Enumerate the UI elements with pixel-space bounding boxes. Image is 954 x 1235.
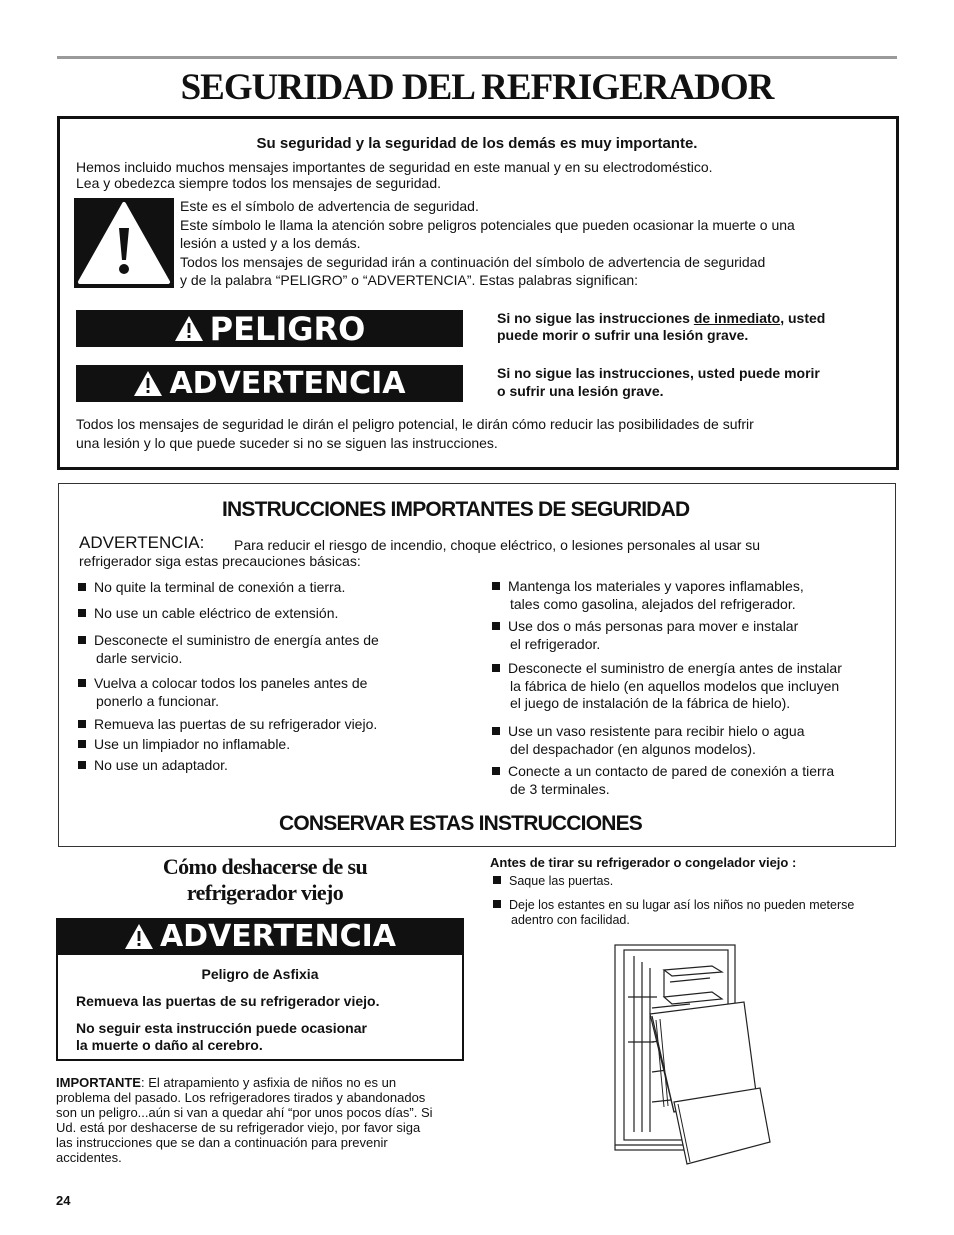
bullet-icon	[492, 767, 500, 775]
safety-intro-1: Hemos incluido muchos mensajes importantes de seguridad en este manual y en su electrodoméstico.	[76, 159, 713, 175]
advertencia-banner	[76, 365, 463, 402]
refrigerator-doors-removed-illustration	[612, 942, 782, 1172]
instructions-warning-text-1: Para reducir el riesgo de incendio, choque eléctrico, o lesiones personales al usar su	[234, 537, 761, 553]
symbol-text-3: lesión a usted y a los demás.	[180, 235, 361, 251]
peligro-text: Si no sigue las instrucciones de inmediato, usted	[497, 310, 826, 326]
bullet-icon	[492, 582, 500, 590]
list-item: Desconecte el suministro de energía antes de instalar la fábrica de hielo (en aquellos modelos que incluyen el juego de instalación de la fábrica de hielo).	[492, 660, 842, 713]
list-item: Desconecte el suministro de energía antes de darle servicio.	[78, 631, 379, 667]
advertencia-label: ADVERTENCIA	[169, 366, 406, 401]
list-item: Use un limpiador no inflamable.	[78, 735, 290, 753]
peligro-label: PELIGRO	[209, 309, 366, 348]
disposal-warning-banner	[56, 918, 464, 955]
disposal-heading: Cómo deshacerse de su refrigerador viejo	[162, 854, 368, 905]
symbol-text-4: Todos los mensajes de seguridad irán a continuación del símbolo de advertencia de seguridad	[180, 254, 766, 270]
list-item: Vuelva a colocar todos los paneles antes de ponerlo a funcionar.	[78, 674, 367, 710]
list-item: No use un cable eléctrico de extensión.	[78, 604, 338, 622]
bullet-icon	[78, 583, 86, 591]
warning-triangle-icon	[124, 923, 154, 950]
instructions-heading: INSTRUCCIONES IMPORTANTES DE SEGURIDAD	[222, 498, 690, 521]
important-paragraph: IMPORTANTE: El atrapamiento y asfixia de niños no es un problema del pasado. Los refrigeradores tirados y abandonados son un peligro...aún si van a quedar ahí “por unos pocos días”. Si Ud. está por deshacerse de su refrigerador viejo, por favor siga las instrucciones que se dan a continuación para prevenir accidentes.	[56, 1075, 433, 1165]
before-disposal-heading: Antes de tirar su refrigerador o congelador viejo :	[490, 855, 797, 870]
safety-footer-2: una lesión y lo que puede suceder si no se siguen las instrucciones.	[76, 435, 498, 451]
page-number: 24	[56, 1193, 71, 1208]
instructions-footer: CONSERVAR ESTAS INSTRUCCIONES	[279, 812, 643, 835]
instructions-warning-text-2: refrigerador siga estas precauciones básicas:	[79, 553, 361, 569]
safety-footer-1: Todos los mensajes de seguridad le dirán el peligro potencial, le dirán cómo reducir las posibilidades de sufrir	[76, 416, 754, 432]
list-item: Use dos o más personas para mover e instalar el refrigerador.	[492, 618, 798, 653]
warning-triangle-icon	[174, 315, 204, 342]
consequence-text-2: la muerte o daño al cerebro.	[76, 1037, 263, 1053]
peligro-text-2: puede morir o sufrir una lesión grave.	[497, 327, 749, 343]
list-item: Saque las puertas.	[493, 874, 613, 889]
asphyxia-hazard: Peligro de Asfixia	[201, 966, 319, 982]
list-item: Mantenga los materiales y vapores inflamables, tales como gasolina, alejados del refrigerador.	[492, 578, 804, 613]
bullet-icon	[493, 876, 501, 884]
peligro-banner	[76, 310, 463, 347]
advertencia-text-1: Si no sigue las instrucciones, usted puede morir	[497, 365, 820, 381]
bullet-icon	[78, 720, 86, 728]
bullet-icon	[78, 740, 86, 748]
bullet-icon	[492, 622, 500, 630]
list-item: Use un vaso resistente para recibir hielo o agua del despachador (en algunos modelos).	[492, 723, 805, 758]
consequence-text-1: No seguir esta instrucción puede ocasionar	[76, 1020, 367, 1036]
remove-doors-text: Remueva las puertas de su refrigerador viejo.	[76, 993, 380, 1009]
warning-triangle-icon	[133, 370, 163, 397]
warning-triangle-icon	[74, 198, 174, 293]
advertencia-text-2: o sufrir una lesión grave.	[497, 383, 664, 399]
list-item: No use un adaptador.	[78, 756, 228, 774]
page-title: SEGURIDAD DEL REFRIGERADOR	[180, 67, 774, 108]
disposal-warning-label: ADVERTENCIA	[159, 919, 397, 954]
bullet-icon	[78, 761, 86, 769]
top-rule	[57, 56, 897, 59]
bullet-icon	[78, 679, 86, 687]
symbol-text-5: y de la palabra “PELIGRO” o “ADVERTENCIA”. Estas palabras significan:	[180, 272, 639, 288]
safety-intro-2: Lea y obedezca siempre todos los mensajes de seguridad.	[76, 175, 441, 191]
list-item: No quite la terminal de conexión a tierra.	[78, 578, 345, 596]
list-item: Conecte a un contacto de pared de conexión a tierra de 3 terminales.	[492, 763, 834, 798]
bullet-icon	[492, 664, 500, 672]
bullet-icon	[492, 727, 500, 735]
bullet-icon	[493, 900, 501, 908]
symbol-text-2: Este símbolo le llama la atención sobre peligros potenciales que pueden ocasionar la muerte o una	[180, 217, 795, 233]
bullet-icon	[78, 609, 86, 617]
symbol-text-1: Este es el símbolo de advertencia de seguridad.	[180, 198, 479, 214]
list-item: Deje los estantes en su lugar así los niños no pueden meterse adentro con facilidad.	[493, 898, 854, 928]
instructions-warning-label: ADVERTENCIA:	[79, 533, 205, 552]
safety-headline: Su seguridad y la seguridad de los demás es muy importante.	[256, 135, 698, 152]
bullet-icon	[78, 636, 86, 644]
list-item: Remueva las puertas de su refrigerador viejo.	[78, 715, 377, 733]
